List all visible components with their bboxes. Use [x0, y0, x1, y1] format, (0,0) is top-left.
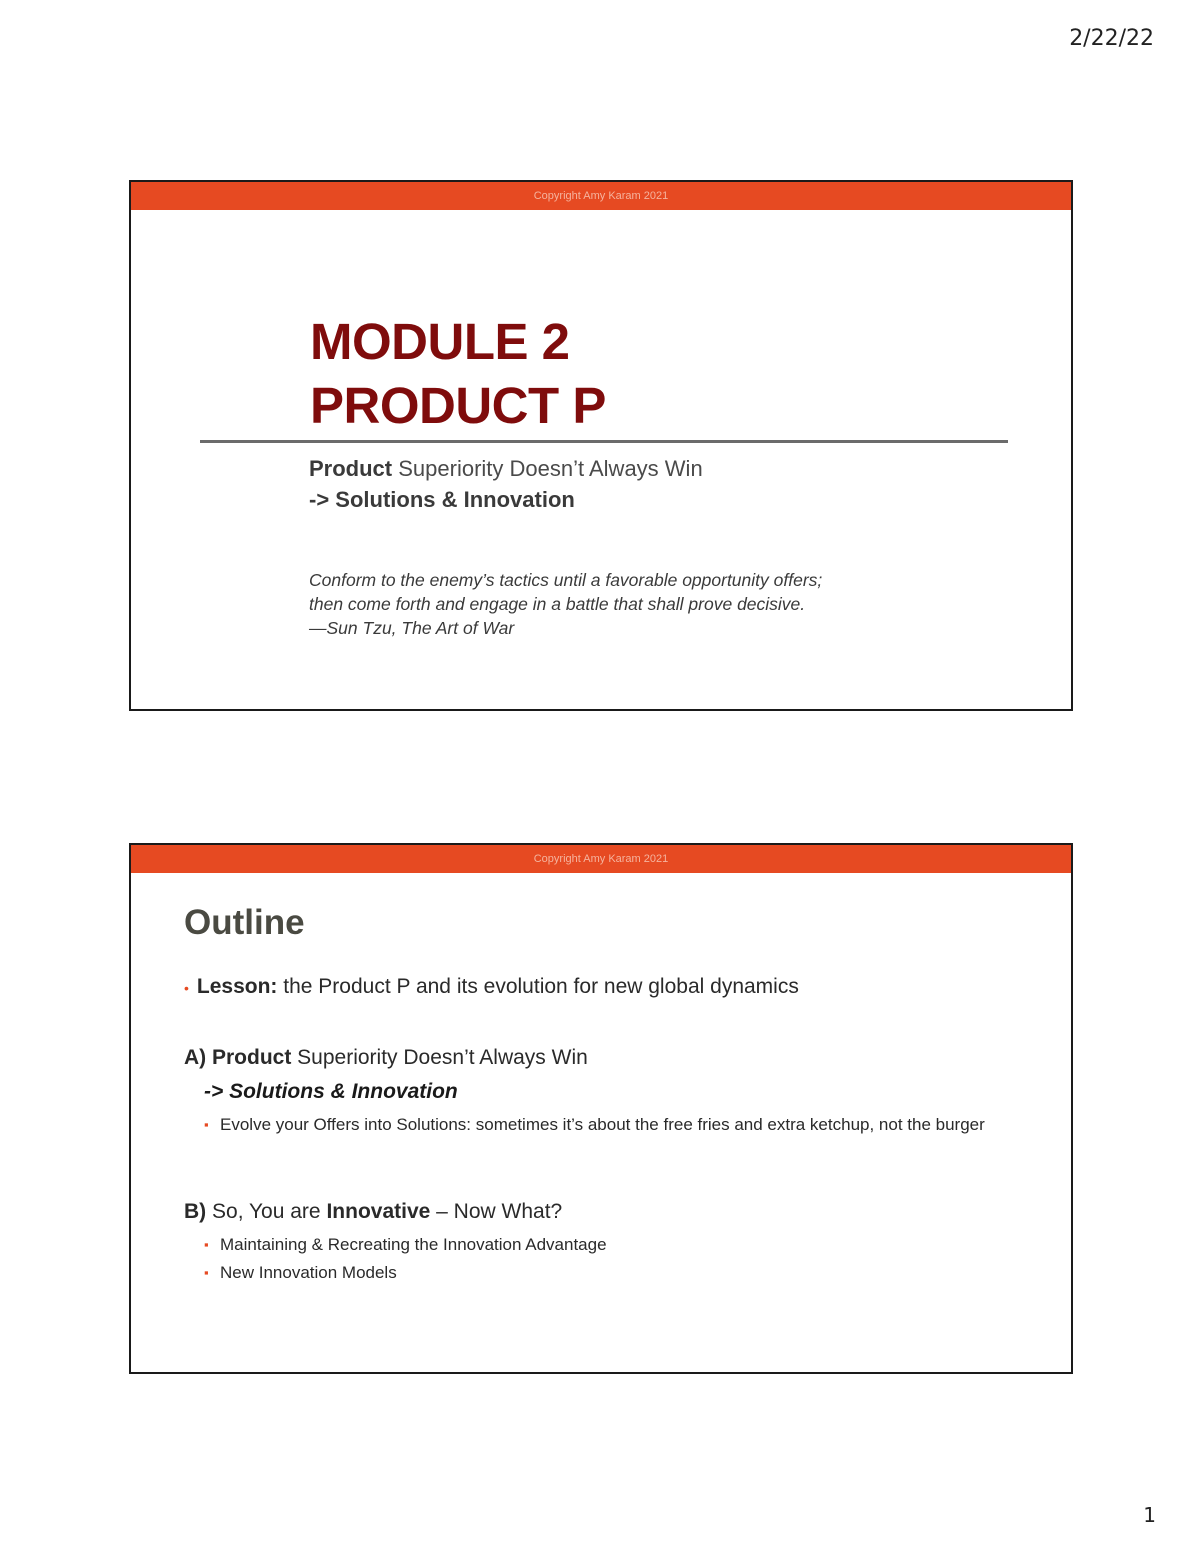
section-b-bullets	[204, 1233, 1034, 1289]
copyright-text: Copyright Amy Karam 2021	[533, 190, 669, 202]
module-title-line2: PRODUCT P	[310, 377, 606, 434]
quote-line1: Conform to the enemy’s tactics until a favorable opportunity offers;	[309, 570, 823, 590]
slide-outline	[129, 843, 1073, 1374]
list-item	[204, 1233, 1034, 1256]
lesson-text: the Product P and its evolution for new global dynamics	[277, 975, 799, 998]
slide-header-bar	[131, 182, 1071, 210]
section-a-subheading: -> Solutions & Innovation	[204, 1080, 458, 1103]
section-a-prefix: A)	[184, 1046, 212, 1069]
section-b-text2: – Now What?	[430, 1200, 563, 1223]
quote-line2: then come forth and engage in a battle that shall prove decisive.	[309, 594, 806, 614]
slide-header-bar	[131, 845, 1071, 873]
list-item	[204, 1261, 1034, 1284]
section-b-heading	[184, 1200, 562, 1224]
bullet-dot-icon: •	[184, 980, 189, 996]
lesson-label: Lesson:	[196, 975, 278, 998]
section-a-heading	[184, 1046, 588, 1070]
section-b-text1: So, You are	[206, 1200, 327, 1223]
subtitle-line1	[309, 456, 703, 482]
subtitle-rest: Superiority Doesn’t Always Win	[392, 456, 703, 481]
subtitle-bold: Product	[309, 456, 393, 481]
page-number: 1	[1143, 1503, 1156, 1527]
quote	[309, 568, 822, 640]
slide-title	[129, 180, 1073, 711]
list-item-text: Maintaining & Recreating the Innovation Advantage	[220, 1235, 607, 1254]
list-item-text: Evolve your Offers into Solutions: sometimes it’s about the free fries and extra ketchup, not the burger	[220, 1115, 985, 1134]
title-divider	[200, 440, 1008, 443]
section-a-bullets	[204, 1113, 1034, 1136]
module-title-line1: MODULE 2	[310, 313, 570, 370]
page-date: 2/22/22	[1069, 26, 1154, 51]
outline-title: Outline	[184, 903, 305, 942]
list-item-text: New Innovation Models	[220, 1263, 397, 1282]
section-a-rest: Superiority Doesn’t Always Win	[291, 1046, 588, 1069]
copyright-text: Copyright Amy Karam 2021	[533, 853, 669, 865]
module-title	[310, 310, 606, 438]
list-item	[204, 1113, 1034, 1136]
section-a-bold: Product	[212, 1046, 292, 1069]
square-bullet-icon: ▪	[204, 1265, 209, 1280]
quote-attribution: —Sun Tzu, The Art of War	[309, 618, 515, 638]
section-b-bold: Innovative	[326, 1200, 431, 1223]
lesson-line	[184, 975, 799, 999]
square-bullet-icon: ▪	[204, 1117, 209, 1132]
section-b-prefix: B)	[184, 1200, 207, 1223]
subtitle-line2: -> Solutions & Innovation	[309, 487, 575, 512]
square-bullet-icon: ▪	[204, 1237, 209, 1252]
